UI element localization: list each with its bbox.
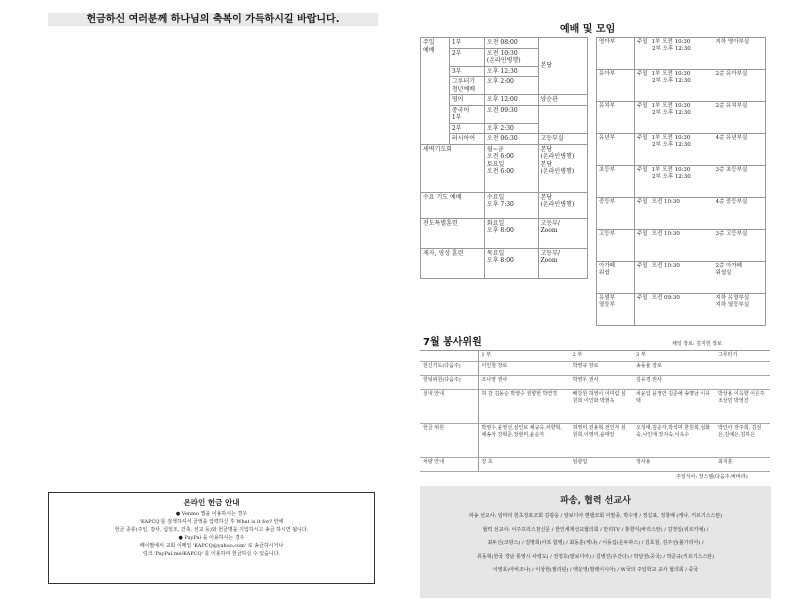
cell: 3부 [449,66,484,77]
serve-cell: 최지훈 [715,458,770,472]
department-time: 주일 1부 오전 10:30 2부 오후 12:30 [635,70,714,102]
cell: 오전 06:30 [484,134,538,145]
blessing-banner: 헌금하신 여러분께 하나님의 축복이 가득하시길 바랍니다. [48,13,378,26]
department-schedule-table [596,37,766,326]
serve-header [420,351,478,362]
worship-section-title: 예배 및 모임 [560,24,616,35]
cell: 월~금 오전 6:00 토요일 오전 6:00 [484,144,538,192]
department-time: 주일 1부 오전 10:30 2부 오후 12:30 [635,38,714,70]
serve-cell: 정사용 [633,458,715,472]
department-row [597,262,766,294]
cell: 본당 [538,38,588,95]
cell: 오후 2:30 [484,123,538,134]
serve-cell: 오성태,김순자,박석미 한원희,심화숙,나인애 장지숙,이옥수 [633,424,715,458]
serve-cell: 송동율 장로 [633,362,715,376]
serve-cell: 임광업 [570,458,633,472]
department-row [597,70,766,102]
online-line: 링크 'PayPal.me/KAPCQ' 를 이용하여 헌금하실 수 있습니다. [142,551,281,557]
department-name: 영아부 [597,38,635,70]
serve-cell: 차윤입 윤정만 김준예 송명남 이유택 [633,390,715,424]
serve-cell: 허영미,전용혁,전인자 심원희,이영미,윤태일 [570,424,633,458]
serve-cell [715,376,770,390]
serve-cell: 박영우 권사 [570,376,633,390]
cell: 고등부/ Zoom [538,248,588,278]
department-row [597,230,766,262]
department-time: 주일 1부 오전 10:30 2부 오후 12:30 [635,102,714,134]
online-line: ● Venmo 앱을 이용하시는 경우 [175,511,248,517]
department-name: 초등부 [597,166,635,198]
department-name: 고등부 [597,230,635,262]
cell: 오전 10:30 (온라인병행) [484,48,538,66]
serve-row-label: 차량 안내 [420,458,478,472]
serve-bearer-note: 채일 장로: 김지헌 장로 [672,341,722,347]
department-name: 아가페 워쉽 [597,262,635,294]
missions-line: 이영호(아비조나) / 이상헌(필리핀) / 백운영(말레이시아) / W국의 주일학교 교사 협의회 / 중국 [492,567,699,573]
department-time: 주일 1부 오전 10:30 2부 오후 12:30 [635,134,714,166]
cell: 양순관 [538,95,588,106]
serve-cell: 강 호 [478,458,570,472]
department-time: 주일 오전 09:30 [635,294,714,326]
cell: 2부 [449,123,484,134]
department-name: 중등부 [597,198,635,230]
serve-cell: 배강원 허영이 이미림 심원희 이인화 박현옥 [570,390,633,424]
online-offering-box [48,492,375,584]
sunday-service-label: 주일 예배 [421,38,450,145]
cell: 화요일 오후 8:00 [484,218,538,248]
missions-box [420,486,771,598]
department-time: 주일 1부 오전 10:30 2부 오후 12:30 [635,166,714,198]
department-time: 주일 오전 10:30 [635,262,714,294]
cell: 수요 기도 예배 [421,192,485,218]
serve-cell: 박영규 장로 [570,362,633,376]
online-line: 페이팔에서 교회 이메일 'KAPCQ@yahoo.com' 로 송금하시거나 [139,543,284,549]
serve-cell: 박인아 장주희, 김성은,김예은,김하은 [715,424,770,458]
worship-schedule-table [420,37,588,279]
cell: 2부 [449,48,484,66]
department-place: 2층 아가페 워쉽실 [714,262,766,294]
department-row [597,166,766,198]
serve-cell: 조나영 권사 [478,376,570,390]
department-row [597,102,766,134]
cell: 오전 09:30 [484,105,538,123]
cell: 고등부실 [538,134,588,145]
serve-cell: 박상용 이옥향 이은주 조상민 박영진 [715,390,770,424]
cell: 오후 12:30 [484,66,538,77]
missions-line: 파송 선교사: 임마리 헌초장포코회 김광웅 / 알보디아 헨델코회 이말종, 박수영 / 정길표, 정창배 (케나, 키르기스스탄) [468,513,723,519]
cell [538,105,588,134]
serve-cell: 김유경 권사 [633,376,715,390]
cell: 본당 (온라인병행) [538,192,588,218]
missions-line: 협력 선교사: 이주프리스천신문 / 한인세계선교협의회 / 만리TV / 홍향식(바리스탄) / 김정일(위르키예) / [482,526,709,533]
cell: 러시아어 [449,134,484,145]
meal-signer-note: 주일식사: 장스텔(다음주:바바라) [676,474,748,480]
cell: 그루터기 청년예배 [449,77,484,95]
serve-cell: 허 강 김동순 박영수 권향현 박연경 [478,390,570,424]
serve-cell: 박영수,윤영선,심인보 채규옥,차향혁,채송자 강혁준,장현미,윤순자 [478,424,570,458]
online-line: 'KAPCQ'를 검색하셔서 금액을 입력하신 후 What is it for? 란에 [139,519,284,525]
serve-table [420,350,770,472]
cell: 1부 [449,38,484,49]
cell: 전도특별훈련 [421,218,485,248]
serve-header: 3 부 [633,351,715,362]
department-place: 3층 고등부실 [714,230,766,262]
department-place: 3층 초등부실 [714,166,766,198]
department-place: 2층 유아부실 [714,70,766,102]
serve-row-label: 헌신기도(다음주) [420,362,478,376]
department-name: 유치부 [597,102,635,134]
serve-section-title: 7월 봉사위원 [423,337,482,348]
department-row [597,38,766,70]
missions-line: 최두신(코랑스) / 김명희(아프 함맹) / 최동훈(케냐) / 이동림(온두라스) / 김호철, 김주선(불가리아) / [487,540,704,546]
cell: 오후 2:00 [484,77,538,95]
cell: 고등부/ Zoom [538,218,588,248]
department-time: 주일 오전 10:30 [635,198,714,230]
department-name: 유아부 [597,70,635,102]
serve-row-label: 실내 안내 [420,390,478,424]
cell: 제자, 영성 훈련 [421,248,485,278]
department-place: 4층 유년부실 [714,134,766,166]
serve-header: 1 부 [478,351,570,362]
missions-title: 파송, 협력 선교사 [560,496,631,506]
department-place: 지하 유열부실 지하 열둥부실 [714,294,766,326]
department-place: 지하 영아부실 [714,38,766,70]
serve-row-label: 헌팅위원(다음주) [420,376,478,390]
online-line: 헌금 종류(주일, 감사, 십일조, 건축, 선교 등)와 헌금명을 기입하시고 송금 하시면 됩니다. [114,527,309,533]
serve-header: 그루터기 [715,351,770,362]
department-time: 주일 오전 10:30 [635,230,714,262]
cell: 중국어 1부 [449,105,484,123]
cell: 오전 08:00 [484,38,538,49]
cell: 목요일 오후 8:00 [484,248,538,278]
cell: 본당 (온라인병행) 본당 (온라인병행) [538,144,588,192]
department-name: 유열부 열둥부 [597,294,635,326]
cell: 오후 12:00 [484,95,538,106]
department-row [597,294,766,326]
department-place: 2층 유치부실 [714,102,766,134]
online-line: ● PayPal 을 이용하시는 경우 [178,535,245,541]
serve-header: 2 부 [570,351,633,362]
cell: 새벽기도회 [421,144,485,192]
serve-row-label: 헌금 위원 [420,424,478,458]
department-row [597,134,766,166]
cell: 영어 [449,95,484,106]
department-name: 유년부 [597,134,635,166]
online-offering-title: 온라인 헌금 안내 [183,498,240,507]
department-place: 4층 중등부실 [714,198,766,230]
department-row [597,198,766,230]
serve-cell: 이인철 장로 [478,362,570,376]
missions-line: 류동혁(한국 경남 통영시 사령도) / 전정호(말보디아) / 김병진(우간다) / 박달권(중국) / 박준규(키르기스스탄) [477,553,714,560]
cell: 수요일 오후 7:30 [484,192,538,218]
serve-cell [715,362,770,376]
